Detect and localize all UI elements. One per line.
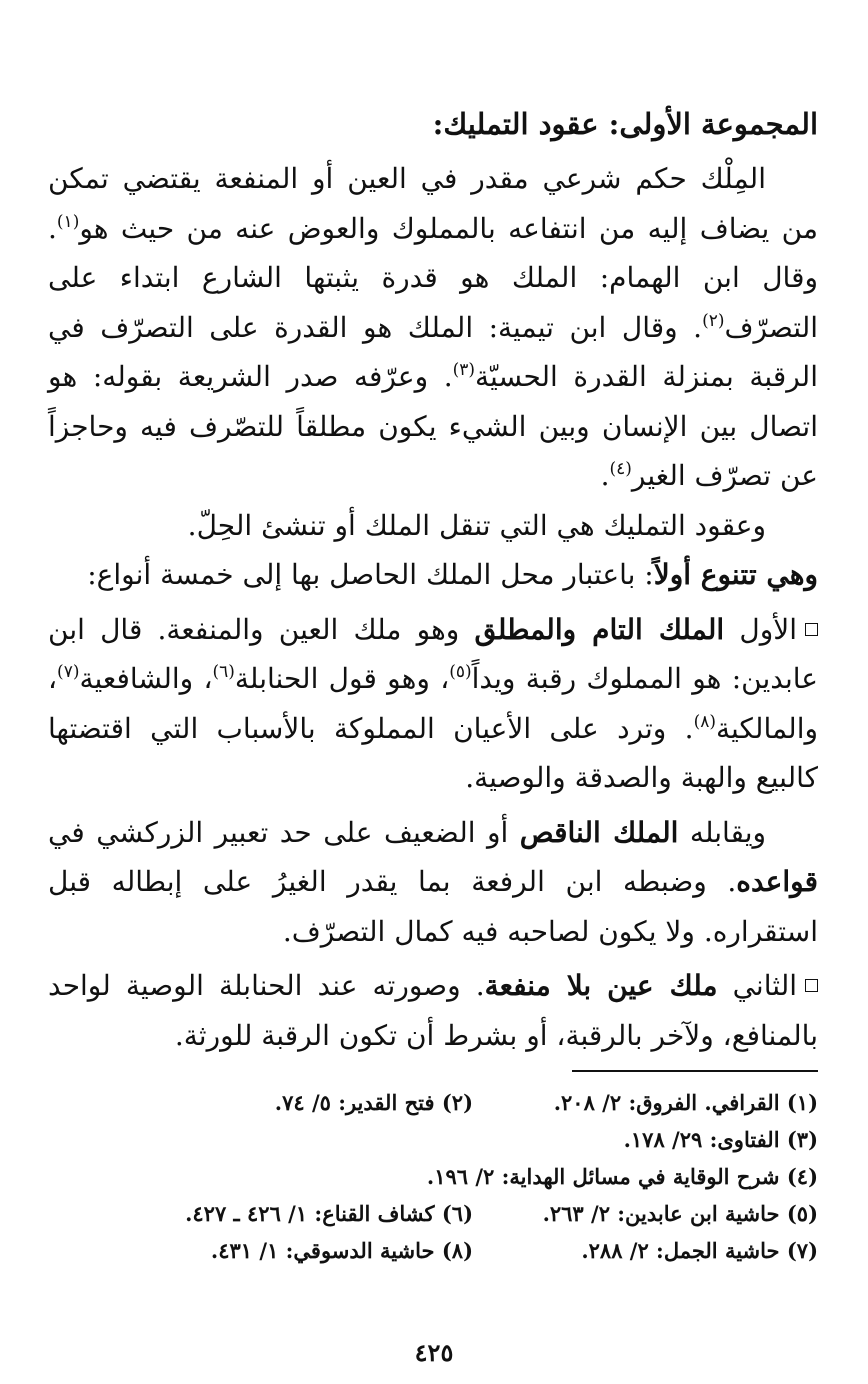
footnote-row bbox=[48, 1195, 818, 1232]
text-span: . وضبطه ابن الرفعة بما يقدر الغيرُ على إبطاله قبل استقراره. ولا يكون لصاحبه فيه كمال التصرّف. bbox=[48, 865, 818, 948]
text-span: : باعتبار محل الملك الحاصل بها إلى خمسة أنواع: bbox=[87, 558, 654, 591]
footnote-ref-4[interactable]: (٤) bbox=[609, 459, 632, 479]
footnote-ref-1[interactable]: (١) bbox=[56, 211, 80, 232]
footnote-1: (١) القرافي. الفروق: ٢/ ٢٠٨. bbox=[553, 1090, 818, 1115]
text-span: أو الضعيف على حد تعبير الزركشي في bbox=[48, 815, 520, 849]
footnote-ref-2[interactable]: (٢) bbox=[702, 310, 725, 331]
body-text bbox=[48, 154, 818, 1060]
footnote-ref-5[interactable]: (٥) bbox=[449, 662, 472, 682]
text-span: . وترد على الأعيان المملوكة بالأسباب التي اقتضتها كالبيع والهبة والصدقة والوصية. bbox=[48, 711, 818, 794]
bold-span: وهي تتنوع أولاً bbox=[653, 558, 818, 591]
footnote-separator bbox=[572, 1070, 818, 1072]
bold-span: الملك التام والمطلق bbox=[474, 612, 725, 646]
footnotes bbox=[48, 1084, 818, 1269]
footnote-5: (٥) حاشية ابن عابدين: ٢/ ٢٦٣. bbox=[542, 1201, 818, 1226]
footnote-ref-3[interactable]: (٣) bbox=[452, 360, 476, 380]
text-span: . bbox=[600, 459, 610, 492]
section-heading: المجموعة الأولى: عقود التمليك: bbox=[432, 107, 818, 141]
text-span: الثاني bbox=[717, 969, 797, 1002]
text-span: وهو ملك العين والمنفعة. قال ابن عابدين: هو المملوك رقبة ويداً bbox=[48, 612, 818, 695]
text-span: الأول bbox=[724, 612, 797, 646]
text-span: . وقال ابن تيمية: الملك هو القدرة على التصرّف في الرقبة بمنزلة القدرة الحسيّة bbox=[48, 310, 818, 393]
footnote-8: (٨) حاشية الدسوقي: ١/ ٤٣١. bbox=[210, 1238, 473, 1263]
text-span: . وعرّفه صدر الشريعة بقوله: هو اتصال بين الإنسان وبين الشيء يكون مطلقاً للتصّرف فيه وحاجزاً عن تصرّف الغير bbox=[48, 360, 818, 492]
text-span: ويقابله bbox=[678, 815, 767, 849]
footnote-6: (٦) كشاف القناع: ١/ ٤٢٦ ـ ٤٢٧. bbox=[185, 1201, 473, 1226]
paragraph-first-type bbox=[48, 605, 818, 803]
footnote-3: (٣) الفتاوى: ٢٩/ ١٧٨. bbox=[623, 1127, 818, 1152]
square-bullet-icon bbox=[805, 623, 818, 636]
square-bullet-icon bbox=[805, 979, 818, 992]
text-span: المِلْك حكم شرعي مقدر في العين أو المنفعة يقتضي تمكن من يضاف إليه من انتفاعه بالمملوك والعوض عنه من حيث هو bbox=[48, 162, 818, 245]
footnote-row bbox=[48, 1084, 818, 1121]
text-span: ، وهو قول الحنابلة bbox=[234, 662, 450, 695]
text-span: . وقال ابن الهمام: الملك هو قدرة يثبتها الشارع ابتداء على التصرّف bbox=[48, 211, 818, 344]
footnote-row bbox=[48, 1121, 818, 1158]
footnote-2: (٢) فتح القدير: ٥/ ٧٤. bbox=[274, 1090, 473, 1115]
footnote-row bbox=[48, 1158, 818, 1195]
bold-span: ملك عين بلا منفعة bbox=[484, 969, 718, 1002]
footnote-row bbox=[48, 1232, 818, 1269]
bold-span: الملك الناقص bbox=[519, 815, 679, 849]
paragraph-contracts: وعقود التمليك هي التي تنقل الملك أو تنشئ الحِلّ. bbox=[187, 508, 766, 542]
paragraph-types-intro bbox=[48, 550, 818, 600]
paragraph-definition bbox=[48, 154, 818, 501]
bold-span: قواعده bbox=[736, 865, 818, 898]
paragraph-incomplete-ownership bbox=[48, 808, 818, 957]
footnote-7: (٧) حاشية الجمل: ٢/ ٢٨٨. bbox=[581, 1238, 818, 1263]
footnote-ref-8[interactable]: (٨) bbox=[693, 711, 716, 732]
text-span: . وصورته عند الحنابلة الوصية لواحد بالمنافع، ولآخر بالرقبة، أو بشرط أن تكون الرقبة للورثة. bbox=[48, 969, 818, 1052]
page-number: ٤٢٥ bbox=[414, 1338, 454, 1367]
paragraph-second-type bbox=[48, 961, 818, 1060]
footnote-ref-6[interactable]: (٦) bbox=[212, 662, 235, 682]
footnote-4: (٤) شرح الوقاية في مسائل الهداية: ٢/ ١٩٦. bbox=[426, 1164, 818, 1189]
text-span: ، والمالكية bbox=[48, 662, 818, 745]
footnote-ref-7[interactable]: (٧) bbox=[57, 662, 80, 682]
text-span: ، والشافعية bbox=[79, 662, 213, 695]
